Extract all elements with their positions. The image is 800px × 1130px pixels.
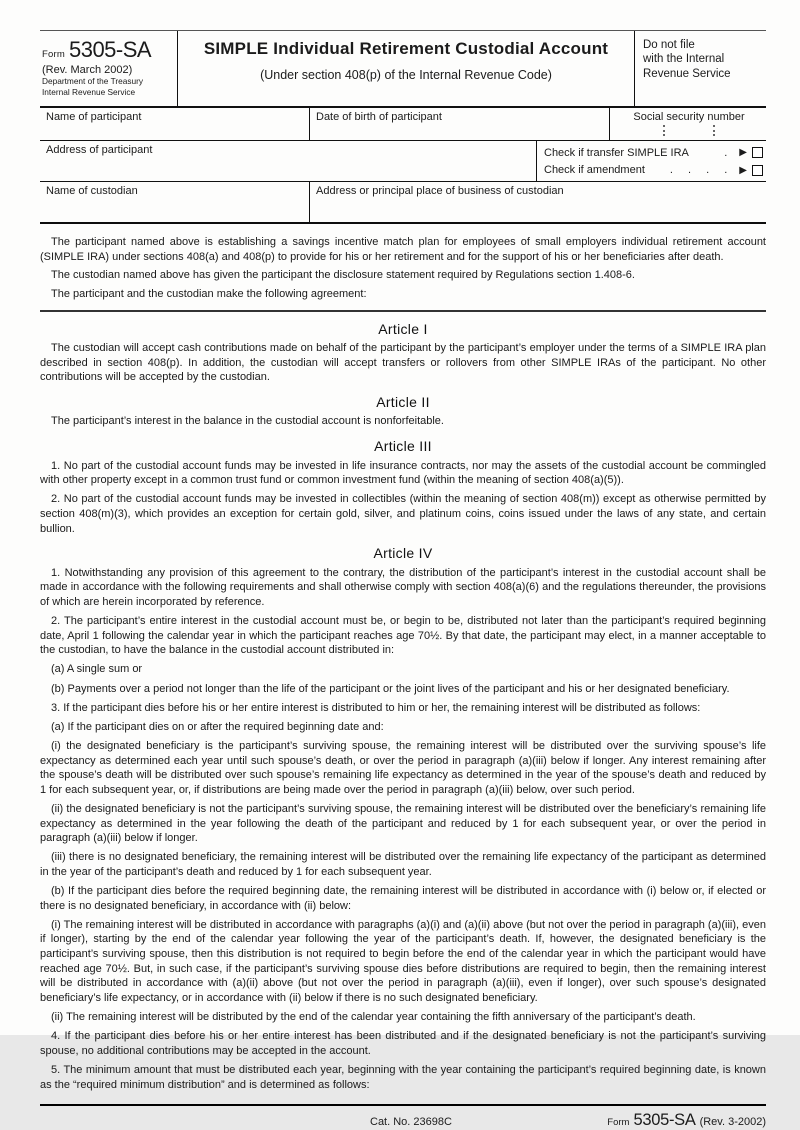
arrow-right-icon: ▶ <box>739 164 747 176</box>
do-not-file-line: Revenue Service <box>643 67 731 80</box>
paragraph: (i) the designated beneficiary is the participant’s surviving spouse, the remaining interest will be distributed over the surviving spouse’s life expectancy as determined each year until such spouse’s death, or over the period in paragraph (a)(iii) below if longer. Any interest remaining after the spouse’s death will be distributed over such spouse’s remaining life expectancy as determined in the year of the spouse’s death and reduced by 1 for each subsequent year, or, if distributions are being made over the period in paragraph (a)(iii) below, over such period. <box>40 739 766 796</box>
agency-line-2: Internal Revenue Service <box>42 86 136 97</box>
form-id-block <box>40 31 178 106</box>
paragraph: (a) If the participant dies on or after the required beginning date and: <box>51 720 384 733</box>
form-title-block <box>178 31 634 106</box>
form-footer <box>40 1106 766 1130</box>
intro-paragraph: The participant and the custodian make the following agreement: <box>51 287 367 300</box>
paragraph: 1. No part of the custodial account funds may be invested in life insurance contracts, nor may the assets of the custodial account be commingled with other property except in a common trust fund or common investment fund (within the meaning of section 408(a)(5)). <box>40 459 766 487</box>
intro-paragraph: The participant named above is establishing a savings incentive match plan for employees of small employers individual retirement account (SIMPLE IRA) under sections 408(a) and 408(p) to provide for his or her retirement and for the support of his or her beneficiaries after death. <box>40 236 766 263</box>
address-row <box>40 141 766 182</box>
paragraph: 2. No part of the custodial account funds may be invested in collectibles (within the meaning of section 408(m)) except as otherwise permitted by section 408(m)(3), which provides an exception for certain gold, silver, and platinum coins, coins issued under the laws of any state, and certain bullion. <box>40 493 766 535</box>
dot-leader: . . . . <box>669 164 734 177</box>
form-number-line <box>42 37 173 63</box>
article-heading: Article I <box>378 320 428 337</box>
paragraph: 2. The participant’s entire interest in the custodial account must be, or begin to be, distributed not later than the participant’s required beginning date, April 1 following the calendar year in which the participant reaches age 70½. By that date, the participant may elect, in a manner acceptable to the custodian, to have the balance in the custodial account distributed in: <box>40 615 766 657</box>
custodian-row <box>40 182 766 224</box>
paragraph: (ii) the designated beneficiary is not the participant’s surviving spouse, the remaining interest will be distributed over the beneficiary’s remaining life expectancy as determined in the year following the death of the participant and reduced by 1 for each subsequent year, or over the period in paragraph (a)(iii) below if longer. <box>40 802 766 845</box>
form-revision: (Rev. 3-2002) <box>699 1116 766 1129</box>
catalog-number: Cat. No. 23698C <box>370 1116 452 1129</box>
amendment-checkbox[interactable] <box>752 165 763 176</box>
form-number: 5305-SA <box>68 37 152 62</box>
address-of-participant-field[interactable]: Address of participant <box>46 144 153 156</box>
paragraph: (b) Payments over a period not longer than the life of the participant or the joint lives of the participant and his or her designated beneficiary. <box>51 682 730 695</box>
amendment-check-label: Check if amendment <box>544 164 645 177</box>
agency-line-1: Department of the Treasury <box>42 76 143 86</box>
intro-section <box>40 224 766 312</box>
do-not-file-line: Do not file <box>643 39 695 51</box>
paragraph: The participant’s interest in the balance in the custodial account is nonforfeitable. <box>51 415 444 428</box>
paragraph: The custodian will accept cash contributions made on behalf of the participant by the participant’s employer under the terms of a SIMPLE IRA plan described in section 408(p). In addition, the custodian will accept transfers or rollovers from other SIMPLE IRAs of the participant. No other contributions will be accepted by the custodian. <box>40 342 766 384</box>
name-of-participant-field[interactable]: Name of participant <box>40 108 310 140</box>
article-heading: Article II <box>376 393 430 410</box>
article-heading: Article IV <box>373 545 433 562</box>
form-revision: (Rev. March 2002) <box>42 64 133 76</box>
name-of-custodian-field[interactable]: Name of custodian <box>40 182 310 222</box>
do-not-file-notice <box>634 31 766 106</box>
paragraph: (iii) there is no designated beneficiary, the remaining interest will be distributed over the remaining life expectancy of the participant as determined in the year of the participant’s death and reduced by 1 for each subsequent year. <box>40 851 766 878</box>
paragraph: 4. If the participant dies before his or her entire interest has been distributed and if the designated beneficiary is not the participant’s surviving spouse, no additional contributions may be accepted in the account. <box>40 1030 766 1057</box>
paragraph: 1. Notwithstanding any provision of this agreement to the contrary, the distribution of the participant’s interest in the custodial account shall be made in accordance with the following requirements and shall otherwise comply with section 408(a)(6) and the regulations thereunder, the provisions of which are herein incorporated by reference. <box>40 566 766 608</box>
participant-row <box>40 108 766 141</box>
transfer-check-label: Check if transfer SIMPLE IRA <box>544 146 689 159</box>
article-1 <box>40 321 766 385</box>
paragraph: (i) The remaining interest will be distributed in accordance with paragraphs (a)(i) and (a)(ii) above (but not over the period in paragraph (a)(iii), even if longer), starting by the end of the calendar year following the year of the participant’s death. If, however, the designated beneficiary is the participant’s surviving spouse, then this distribution is not required to begin before the end of the calendar year in which the participant would have reached age 70½. But, in such case, if the participant’s surviving spouse dies before distributions are required to begin, then the remaining interest will be distributed in accordance with (a)(ii) above (but not over the period in paragraph (a)(iii), even if longer), over such spouse’s designated beneficiary’s life expectancy, or in accordance with (ii) below if there is no such designated beneficiary. <box>40 918 766 1004</box>
transfer-check-line <box>544 147 763 159</box>
do-not-file-line: with the Internal <box>643 53 725 66</box>
form-word: Form <box>42 49 65 60</box>
dot-leader: . <box>724 146 734 159</box>
paragraph: (a) A single sum or <box>51 663 143 676</box>
transfer-checkbox[interactable] <box>752 147 763 158</box>
paragraph: 3. If the participant dies before his or her entire interest is distributed to him or her, the remaining interest will be distributed as follows: <box>51 701 701 714</box>
page-title: SIMPLE Individual Retirement Custodial Account <box>203 39 609 58</box>
form-number: 5305-SA <box>633 1111 696 1130</box>
ssn-field[interactable] <box>610 108 766 140</box>
article-heading: Article III <box>374 438 432 454</box>
intro-paragraph: The custodian named above has given the participant the disclosure statement required by Regulations section 1.408-6. <box>51 269 635 282</box>
amendment-check-line <box>544 164 763 176</box>
article-4 <box>40 545 766 1092</box>
checkbox-area <box>536 141 766 181</box>
date-of-birth-field[interactable]: Date of birth of participant <box>310 108 610 140</box>
article-3 <box>40 438 766 536</box>
custodian-address-field[interactable]: Address or principal place of business of custodian <box>316 185 564 197</box>
paragraph: (ii) The remaining interest will be distributed by the end of the calendar year containing the fifth anniversary of the participant’s death. <box>51 1011 696 1023</box>
paragraph: 5. The minimum amount that must be distributed each year, beginning with the year containing the participant’s required beginning date, is known as the “required minimum distribution” and is determined as follows: <box>40 1063 766 1091</box>
ssn-label: Social security number <box>633 111 745 123</box>
footer-form-id <box>607 1111 766 1130</box>
form-header <box>40 30 766 108</box>
form-word: Form <box>607 1117 630 1129</box>
page-subtitle: (Under section 408(p) of the Internal Revenue Code) <box>260 68 552 82</box>
article-2 <box>40 394 766 429</box>
paragraph: (b) If the participant dies before the required beginning date, the remaining interest will be distributed in accordance with (i) below or, if elected or there is no designated beneficiary, in accordance with (ii) below: <box>40 885 766 912</box>
ssn-separators <box>616 125 762 136</box>
arrow-right-icon: ▶ <box>739 147 747 159</box>
